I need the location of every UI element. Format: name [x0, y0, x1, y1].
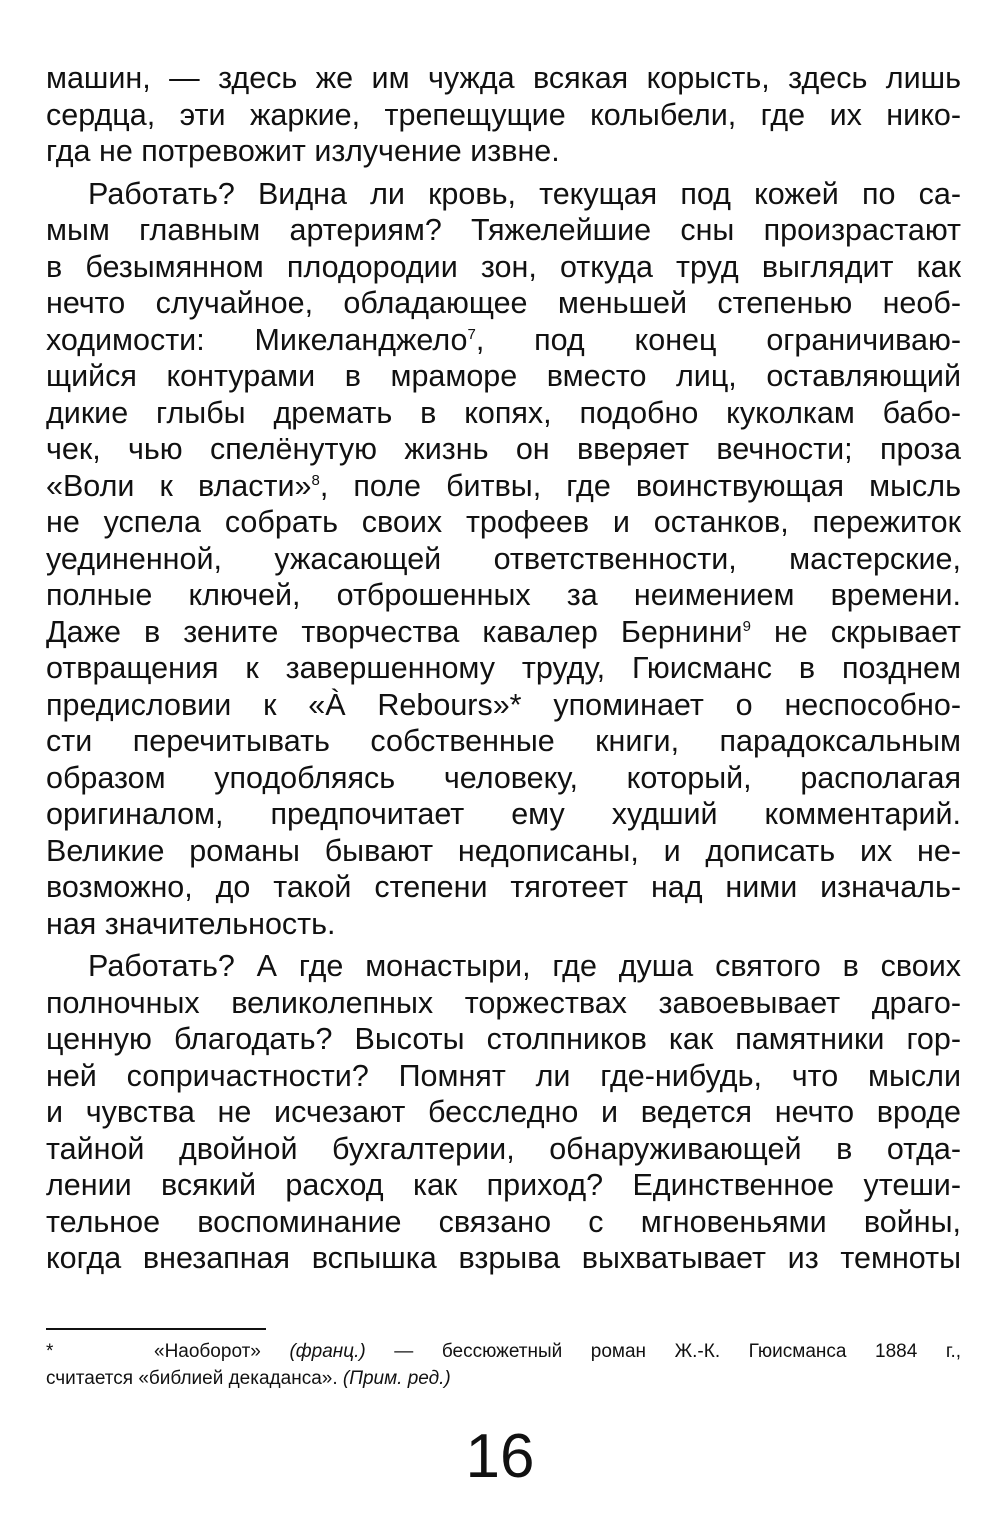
- text-line: в безымянном плодородии зон, откуда труд выглядит как: [46, 249, 961, 284]
- text-line: Работать? Видна ли кровь, текущая под кожей по са-: [88, 176, 961, 211]
- text-fragment: , поле битвы, где воинствующая мысль: [319, 468, 961, 503]
- text-fragment: , под конец ограничиваю-: [475, 322, 961, 357]
- footnote-text: (Прим. ред.): [342, 1368, 451, 1389]
- text-line: сти перечитывать собственные книги, парадоксальным: [46, 724, 961, 758]
- footnote-text: «Наоборот»: [154, 1341, 290, 1362]
- footnote-text: (франц.): [289, 1341, 366, 1362]
- text-fragment: Даже в зените творчества кавалер Бернини: [46, 614, 743, 649]
- text-line: когда внезапная вспышка взрыва выхватывает из темноты: [46, 1241, 961, 1275]
- text-line: полночных великолепных торжествах завоевывает драго-: [46, 985, 961, 1020]
- text-line: [46, 614, 961, 651]
- text-fragment: ходимости: Микеланджело: [46, 322, 468, 357]
- text-line: тельное воспоминание связано с мгновеньями войны,: [46, 1204, 961, 1239]
- text-line: ценную благодать? Высоты столпников как памятники гор-: [46, 1022, 961, 1056]
- text-line: тайной двойной бухгалтерии, обнаруживающей в отда-: [46, 1131, 961, 1166]
- text-line: мым главным артериям? Тяжелейшие сны произрастают: [46, 213, 961, 247]
- text-fragment: не скрывает: [750, 614, 961, 649]
- text-line: образом уподобляясь человеку, который, располагая: [46, 760, 961, 795]
- text-line: Великие романы бывают недописаны, и дописать их не-: [46, 833, 961, 868]
- text-line: дикие глыбы дремать в копях, подобно куколкам бабо-: [46, 395, 961, 430]
- text-line: ней сопричастности? Помнят ли где-нибудь, что мысли: [46, 1058, 961, 1093]
- text-line: полные ключей, отброшенных за неимением времени.: [46, 578, 961, 612]
- text-line: Работать? А где монастыри, где душа святого в своих: [88, 949, 961, 983]
- text-line: предисловии к «À Rebours»* упоминает о неспособно-: [46, 687, 961, 722]
- page-number: 16: [465, 1422, 535, 1491]
- text-line: щийся контурами в мраморе вместо лиц, оставляющий: [46, 359, 961, 393]
- footnote-ref: 9: [742, 617, 751, 635]
- text-line: и чувства не исчезают бесследно и ведется нечто вроде: [46, 1095, 961, 1129]
- text-line: возможно, до такой степени тяготеет над ними изначаль-: [46, 870, 961, 904]
- text-line: нечто случайное, обладающее меньшей степенью необ-: [46, 286, 961, 320]
- main-text: [46, 60, 961, 1277]
- footnote-marker: *: [46, 1341, 54, 1362]
- footnote-ref: 8: [311, 471, 320, 489]
- footnote-divider: [46, 1328, 266, 1330]
- text-line: чек, чью спелёнутую жизнь он вверяет вечности; проза: [46, 432, 961, 466]
- text-line: ная значительность.: [46, 906, 336, 941]
- text-fragment: «Воли к власти»: [46, 468, 312, 503]
- text-line: гда не потревожит излучение извне.: [46, 134, 560, 168]
- text-line: [46, 322, 961, 359]
- footnote-ref: 7: [467, 325, 476, 343]
- text-line: лении всякий расход как приход? Единственное утеши-: [46, 1168, 961, 1202]
- footnote-line: [46, 1365, 961, 1392]
- footnote-text: — бессюжетный роман Ж.-К. Гюисманса 1884 г.,: [365, 1341, 962, 1362]
- text-line: сердца, эти жаркие, трепещущие колыбели, где их нико-: [46, 97, 961, 132]
- text-line: машин, — здесь же им чужда всякая корысть, здесь лишь: [46, 61, 961, 95]
- footnote-line: [46, 1338, 961, 1365]
- text-line: уединенной, ужасающей ответственности, мастерские,: [46, 541, 961, 576]
- text-line: не успела собрать своих трофеев и останков, пережиток: [46, 505, 961, 539]
- text-line: оригиналом, предпочитает ему худший комментарий.: [46, 797, 961, 831]
- text-line: [46, 468, 961, 505]
- footnote: [46, 1338, 961, 1392]
- text-line: отвращения к завершенному труду, Гюисманс в позднем: [46, 651, 961, 685]
- footnote-text: считается «библией декаданса».: [46, 1368, 343, 1389]
